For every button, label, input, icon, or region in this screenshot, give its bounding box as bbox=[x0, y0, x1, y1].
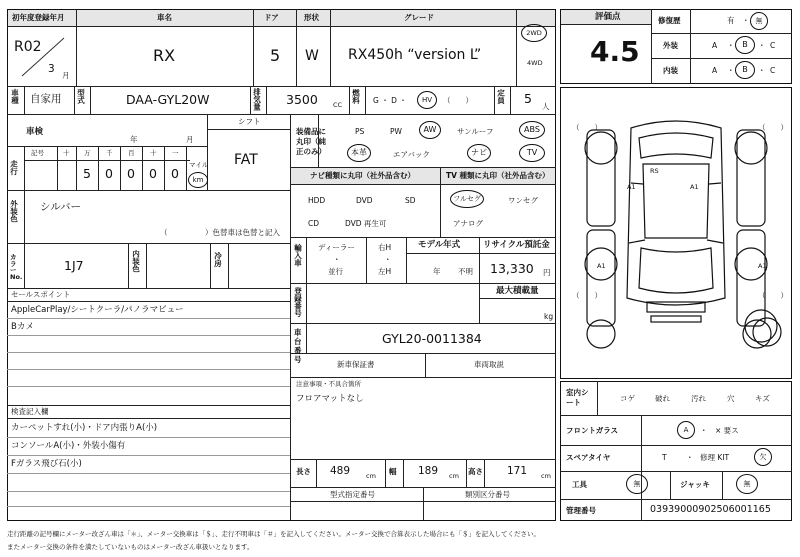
nav-cd: CD bbox=[308, 219, 320, 228]
exterior-color: シルバー bbox=[40, 201, 82, 213]
car-name-value: RX bbox=[153, 46, 176, 65]
ext-grade-c: C bbox=[770, 41, 776, 50]
int-dot-1: ・ bbox=[727, 66, 735, 75]
diagram-bracket-br: （ ） bbox=[758, 291, 788, 300]
model-year-unit: 年 bbox=[433, 267, 441, 276]
model-year-value: 不明 bbox=[458, 267, 473, 276]
int-grade-a: A bbox=[712, 66, 718, 75]
fuel-hv-circle: HV bbox=[417, 91, 437, 109]
height-unit: cm bbox=[541, 472, 551, 480]
windshield-rest: ・ × 要ス bbox=[700, 426, 739, 435]
grade-value: RX450h “version L” bbox=[348, 47, 482, 63]
tv-types-title: TV 種類に丸印（社外品含む） bbox=[446, 171, 550, 180]
load-unit: kg bbox=[544, 312, 554, 321]
import-dot: ・ bbox=[333, 255, 341, 264]
mgmt-value: 03939000902506001165 bbox=[650, 504, 771, 515]
chassis-value: GYL20-0011384 bbox=[382, 331, 482, 346]
diagram-roof-mark: RS bbox=[650, 167, 659, 175]
mileage-digit-2: 0 bbox=[105, 166, 113, 181]
equipment-label: 装備品に丸印（純正のみ） bbox=[296, 127, 326, 156]
inspector-label: 検査記入欄 bbox=[11, 407, 49, 416]
capacity-label: 定員 bbox=[496, 89, 506, 104]
model-value: DAA-GYL20W bbox=[126, 92, 210, 107]
load-label: 最大積載量 bbox=[496, 286, 539, 296]
mgmt-label: 管理番号 bbox=[566, 506, 596, 515]
ext-dot-2: ・ bbox=[758, 41, 766, 50]
height-label: 高さ bbox=[468, 467, 483, 476]
capacity-unit: 人 bbox=[542, 102, 550, 111]
category-no-label: 類別区分番号 bbox=[465, 490, 510, 499]
digit-label-5: 一 bbox=[172, 149, 179, 157]
equip-navi-circle: ナビ bbox=[467, 144, 491, 162]
tv-fullseg-circle: フルセグ bbox=[450, 190, 484, 208]
first-reg-month-unit: 月 bbox=[62, 71, 70, 80]
ext-grade-b-circle: B bbox=[735, 36, 755, 54]
tools-label: 工具 bbox=[572, 480, 587, 489]
int-dot-2: ・ bbox=[758, 66, 766, 75]
registration-label: 登録番号 bbox=[293, 287, 303, 317]
import-dealer: ディーラー bbox=[318, 243, 355, 252]
diagram-mark-0: A1 bbox=[627, 183, 636, 191]
recycle-value: 13,330 bbox=[490, 261, 534, 276]
shape-label: 形状 bbox=[304, 13, 319, 22]
repair-opt-yes: 有 bbox=[727, 16, 735, 25]
spare-tire-selected-circle: 欠 bbox=[754, 448, 772, 466]
ext-dot-1: ・ bbox=[727, 41, 735, 50]
exterior-score-label: 外装 bbox=[663, 41, 678, 50]
sheet-item-2: 汚れ bbox=[691, 394, 706, 403]
first-reg-era: R02 bbox=[14, 39, 42, 55]
first-reg-label: 初年度登録年月 bbox=[12, 13, 65, 22]
sales-point-line-1: Bカメ bbox=[11, 322, 34, 332]
shift-value: FAT bbox=[234, 152, 258, 168]
shift-label: シフト bbox=[238, 117, 261, 126]
shape-value: W bbox=[305, 48, 319, 64]
mileage-unit-mile: マイル bbox=[189, 161, 209, 169]
sheet-item-1: 破れ bbox=[655, 394, 670, 403]
mileage-symbol-label: 記号 bbox=[31, 149, 44, 157]
width-value: 189 bbox=[418, 465, 439, 477]
mileage-digit-3: 0 bbox=[127, 166, 135, 181]
tv-analog: アナログ bbox=[453, 219, 483, 228]
vehicle-manual: 車両取説 bbox=[474, 360, 504, 369]
rating-value: 4.5 bbox=[590, 35, 640, 68]
nav-types-title: ナビ種類に丸印（社外品含む） bbox=[310, 171, 415, 180]
ac-label: 冷房 bbox=[213, 252, 223, 267]
inspector-line-0: カーペットすれ(小)・ドア内張りA(小) bbox=[11, 423, 158, 433]
digit-label-1: 万 bbox=[84, 149, 91, 157]
exterior-label: 外装色 bbox=[9, 200, 19, 223]
length-value: 489 bbox=[330, 465, 351, 477]
footer-line-2: またメーター交換の条件を満たしていないものはメーター改ざん車扱いとなります。 bbox=[7, 543, 254, 551]
mileage-digit-5: 0 bbox=[171, 166, 179, 181]
length-unit: cm bbox=[366, 472, 376, 480]
inspection-year-unit: 年 bbox=[130, 135, 138, 144]
digit-label-3: 百 bbox=[128, 149, 135, 157]
jack-selected-circle: 無 bbox=[736, 474, 758, 494]
equip-airbag: エアバック bbox=[393, 150, 430, 159]
import-label: 輸入車 bbox=[293, 244, 303, 267]
spare-tire-t: T bbox=[662, 453, 667, 462]
cc-unit: CC bbox=[333, 101, 343, 109]
int-grade-c: C bbox=[770, 66, 776, 75]
equip-ps: PS bbox=[355, 127, 365, 136]
spare-tire-kit: 修理 KIT bbox=[700, 453, 730, 462]
caution-text: フロアマットなし bbox=[296, 394, 364, 404]
recycle-label: リサイクル預託金 bbox=[483, 240, 550, 250]
jack-label: ジャッキ bbox=[680, 480, 710, 489]
spare-tire-label: スペアタイヤ bbox=[566, 453, 611, 462]
doors-value: 5 bbox=[270, 46, 281, 65]
car-name-label: 車名 bbox=[157, 13, 172, 22]
sheet-item-4: キズ bbox=[755, 394, 770, 403]
nav-dvd-play: DVD 再生可 bbox=[345, 219, 387, 228]
model-label: 型式 bbox=[76, 89, 86, 104]
digit-label-2: 千 bbox=[106, 149, 113, 157]
handle-left: 左H bbox=[378, 267, 392, 276]
displacement-label: 排気量 bbox=[252, 88, 262, 111]
equip-abs-circle: ABS bbox=[519, 121, 545, 139]
handle-dot: ・ bbox=[384, 255, 392, 264]
spare-tire-dot: ・ bbox=[686, 453, 694, 462]
inspector-line-1: コンソールA(小)・外装小傷有 bbox=[11, 441, 126, 451]
drive-4wd: 4WD bbox=[527, 59, 543, 67]
new-car-warranty: 新車保証書 bbox=[337, 360, 375, 369]
length-label: 長さ bbox=[296, 467, 311, 476]
nav-sd: SD bbox=[405, 196, 416, 205]
tools-selected-circle: 無 bbox=[626, 474, 648, 494]
int-grade-b-circle: B bbox=[735, 61, 755, 79]
inspection-month-unit: 月 bbox=[186, 135, 194, 144]
equip-tv-circle: TV bbox=[519, 144, 545, 162]
model-year-label: モデル年式 bbox=[418, 240, 461, 250]
height-value: 171 bbox=[507, 465, 528, 477]
mileage-label: 走行 bbox=[9, 160, 19, 175]
equip-sunroof: サンルーフ bbox=[457, 127, 494, 136]
diagram-bracket-tr: （ ） bbox=[758, 123, 788, 132]
caution-label: 注意事項・不具合箇所 bbox=[296, 380, 361, 388]
exterior-note: （ ）色替車は色替と記入 bbox=[160, 228, 280, 237]
digit-label-4: 十 bbox=[150, 149, 157, 157]
nav-hdd: HDD bbox=[308, 196, 326, 205]
diagram-bracket-tl: （ ） bbox=[572, 123, 602, 132]
drive-2wd-circle: 2WD bbox=[521, 24, 547, 42]
first-reg-month: 3 bbox=[48, 63, 55, 75]
windshield-selected-circle: A bbox=[677, 421, 695, 439]
diagram-mark-1: A1 bbox=[690, 183, 699, 191]
color-no-label: カラーNo. bbox=[10, 253, 23, 281]
color-no-value: 1J7 bbox=[64, 258, 84, 273]
mileage-unit-km-circle: km bbox=[188, 172, 208, 188]
import-parallel: 並行 bbox=[328, 267, 343, 276]
usage-value: 自家用 bbox=[30, 93, 62, 105]
chassis-label: 車台番号 bbox=[294, 328, 302, 364]
diagram-mark-2: A1 bbox=[597, 262, 606, 270]
type-designation-label: 型式指定番号 bbox=[330, 490, 375, 499]
capacity-value: 5 bbox=[524, 91, 532, 106]
diagram-mark-3: A1 bbox=[758, 262, 767, 270]
equip-aw-circle: AW bbox=[419, 121, 441, 139]
repair-label: 修復歴 bbox=[658, 16, 681, 25]
repair-selected-circle: 無 bbox=[750, 12, 768, 30]
displacement-value: 3500 bbox=[286, 92, 318, 107]
width-unit: cm bbox=[449, 472, 459, 480]
usage-label: 車種 bbox=[10, 89, 20, 104]
digit-label-0: 十 bbox=[63, 149, 70, 157]
repair-opt-dot: ・ bbox=[742, 16, 750, 25]
sales-points-label: セールスポイント bbox=[11, 290, 71, 299]
width-label: 幅 bbox=[389, 467, 397, 476]
handle-right: 右H bbox=[378, 243, 392, 252]
ext-grade-a: A bbox=[712, 41, 718, 50]
sheet-item-0: コゲ bbox=[620, 394, 635, 403]
fuel-paren: （ ） bbox=[443, 96, 473, 105]
interior-color-label: 内装色 bbox=[131, 250, 141, 273]
grade-label: グレード bbox=[404, 13, 434, 22]
sales-point-line-0: AppleCarPlay/シートクーラ/パノラマビュー bbox=[11, 305, 184, 315]
mileage-digit-4: 0 bbox=[149, 166, 157, 181]
interior-sheet-label: 室内シート bbox=[566, 388, 589, 407]
nav-dvd: DVD bbox=[356, 196, 373, 205]
fuel-label: 燃料 bbox=[351, 89, 361, 104]
equip-leather-circle: 本革 bbox=[347, 144, 371, 162]
diagram-bracket-bl: （ ） bbox=[572, 291, 602, 300]
door-label: ドア bbox=[264, 13, 279, 22]
inspection-label: 車検 bbox=[26, 127, 44, 137]
windshield-label: フロントガラス bbox=[566, 426, 619, 435]
footer-line-1: 走行距離の記号欄にメーター改ざん車は「＊」、メーター交換車は「＄」、走行不明車は「＃」を記入してください。メーター交換で合算表示した場合にも「＄」を記入してください。 bbox=[7, 530, 540, 538]
sheet-item-3: 穴 bbox=[727, 394, 735, 403]
interior-score-label: 内装 bbox=[663, 66, 678, 75]
recycle-unit: 円 bbox=[543, 268, 551, 277]
mileage-digit-1: 5 bbox=[83, 166, 91, 181]
tv-oneseg: ワンセグ bbox=[508, 196, 538, 205]
rating-label: 評価点 bbox=[595, 12, 621, 22]
inspector-line-2: Fガラス飛び石(小) bbox=[11, 459, 82, 469]
fuel-options: G ・ D ・ bbox=[373, 96, 407, 105]
equip-pw: PW bbox=[390, 127, 402, 136]
